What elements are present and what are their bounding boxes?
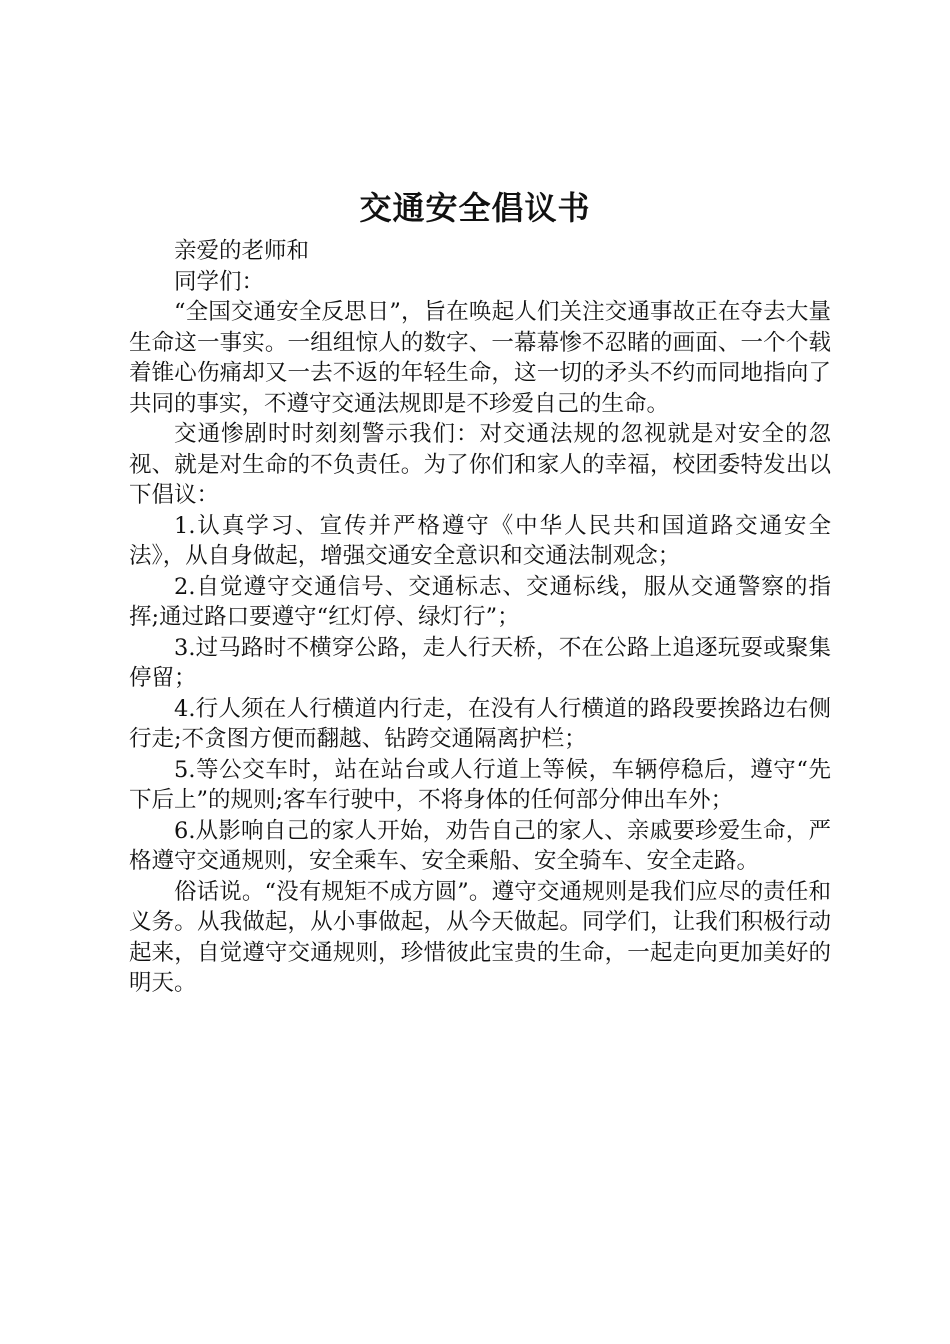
paragraph-warning: 交通惨剧时时刻刻警示我们：对交通法规的忽视就是对安全的忽视、就是对生命的不负责任。为了你们和家人的幸福，校团委特发出以下倡议： xyxy=(129,421,831,508)
salutation-line-1: 亲爱的老师和 xyxy=(174,238,310,264)
salutation-line-2: 同学们： xyxy=(174,268,265,295)
paragraph-intro: “全国交通安全反思日”，旨在唤起人们关注交通事故正在夺去大量生命这一事实。一组组惊人的数字、一幕幕惨不忍睹的画面、一个个载着锥心伤痛却又一去不返的年轻生命，这一切的矛头不约而同地指向了共同的事实，不遵守交通法规即是不珍爱自己的生命。 xyxy=(129,299,831,417)
proposal-item-5: 5.等公交车时，站在站台或人行道上等候，车辆停稳后，遵守“先下后上”的规则;客车行驶中，不将身体的任何部分伸出车外； xyxy=(129,756,831,813)
proposal-item-3: 3.过马路时不横穿公路，走人行天桥，不在公路上追逐玩耍或聚集停留； xyxy=(129,634,831,691)
proposal-item-6: 6.从影响自己的家人开始，劝告自己的家人、亲戚要珍爱生命，严格遵守交通规则，安全乘车、安全乘船、安全骑车、安全走路。 xyxy=(129,817,831,874)
proposal-item-4: 4.行人须在人行横道内行走，在没有人行横道的路段要挨路边右侧行走;不贪图方便而翻越、钻跨交通隔离护栏； xyxy=(129,695,831,752)
document-title: 交通安全倡议书 xyxy=(359,189,591,227)
paragraph-conclusion: 俗话说。“没有规矩不成方圆”。遵守交通规则是我们应尽的责任和义务。从我做起，从小事做起，从今天做起。同学们，让我们积极行动起来，自觉遵守交通规则，珍惜彼此宝贵的生命，一起走向更加美好的明天。 xyxy=(129,878,831,996)
document-body xyxy=(129,236,831,999)
proposal-item-1: 1.认真学习、宣传并严格遵守《中华人民共和国道路交通安全法》，从自身做起，增强交通安全意识和交通法制观念； xyxy=(129,512,831,569)
proposal-item-2: 2.自觉遵守交通信号、交通标志、交通标线，服从交通警察的指挥;通过路口要遵守“红灯停、绿灯行”； xyxy=(129,573,831,630)
